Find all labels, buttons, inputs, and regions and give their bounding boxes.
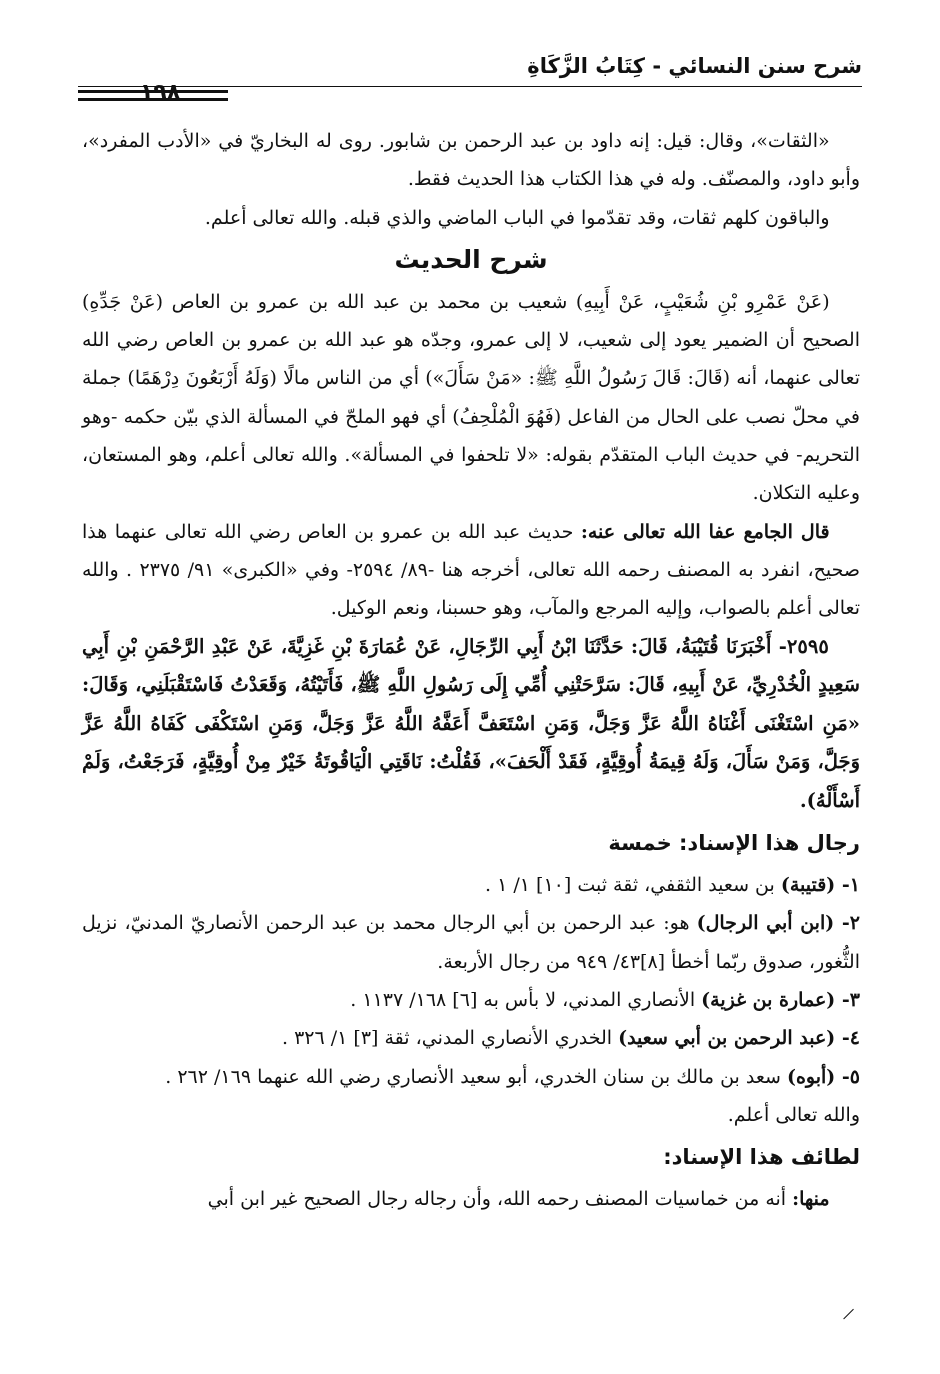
narrator-details: هو: عبد الرحمن بن أبي الرجال محمد بن عبد الرحمن الأنصاريّ المدنيّ، نزيل الثُّغور، صدوق ربّما أخطأ [٨]٤٣/ ٩٤٩ من رجال الأربعة. [82, 912, 860, 973]
rijal-heading: رجال هذا الإسناد: خمسة [608, 831, 860, 856]
paragraph: والباقون كلهم ثقات، وقد تقدّموا في الباب الماضي والذي قبله. والله تعالى أعلم. [204, 206, 830, 229]
section-title: شرح الحديث [394, 244, 548, 274]
running-title: شرح سنن النسائي - كِتَابُ الزَّكَاةِ [527, 54, 862, 78]
hadith-text: ٢٥٩٥- أَخْبَرَنَا قُتَيْبَةُ، قَالَ: حَدَّثَنَا ابْنُ أَبِي الرِّجَالِ، عَنْ عُمَارَةَ بْنِ غَزِيَّةَ، عَنْ عَبْدِ الرَّحْمَنِ بْنِ أَبِي سَعِيدٍ الْخُدْرِيِّ، عَنْ أَبِيهِ، قَالَ: سَرَّحَتْنِي أُمِّي إِلَى رَسُولِ اللَّهِ ﷺ، فَأَتَيْتُهُ، وَقَعَدْتُ فَاسْتَقْبَلَنِي، وَقَالَ: «مَنِ اسْتَغْنَى أَغْنَاهُ اللَّهُ عَزَّ وَجَلَّ، وَمَنِ اسْتَعَفَّ أَعَفَّهُ اللَّهُ عَزَّ وَجَلَّ، وَمَنِ اسْتَكْفَى كَفَاهُ اللَّهُ عَزَّ وَجَلَّ، وَمَنْ سَأَلَ، وَلَهُ قِيمَةُ أُوقِيَّةٍ، فَقَدْ أَلْحَفَ»، فَقُلْتُ: نَاقَتِي الْيَاقُوتَةُ خَيْرٌ مِنْ أُوقِيَّةٍ، فَرَجَعْتُ، وَلَمْ أَسْأَلْهُ). [82, 634, 860, 812]
closing-line: والله تعالى أعلم. [727, 1103, 860, 1126]
narrator-item [82, 904, 860, 981]
lataif-paragraph [82, 1180, 860, 1218]
page-number: ١٩٨ [140, 80, 181, 105]
paragraph-text: حديث عبد الله بن عمرو بن العاص رضي الله تعالى عنهما هذا صحيح، انفرد به المصنف رحمه الله تعالى، أخرجه هنا -٨٩/ ٢٥٩٤- وفي «الكبرى» ٩١/ ٢٣٧٥ . والله تعالى أعلم بالصواب، وإليه المرجع والمآب، وهو حسبنا، ونعم الوكيل. [82, 520, 861, 620]
paragraph-text: أنه من خماسيات المصنف رحمه الله، وأن رجاله رجال الصحيح غير ابن أبي [207, 1188, 793, 1211]
narrator-item [82, 1058, 860, 1096]
narrator-name: ٢- (ابن أبي الرجال) [696, 912, 860, 935]
sharh-paragraph [82, 513, 860, 628]
header-rule [78, 86, 862, 87]
narrator-name: ١- (قتيبة) [780, 874, 860, 897]
lataif-heading: لطائف هذا الإسناد: [663, 1145, 860, 1170]
narrator-item [82, 981, 860, 1019]
narrator-details: الأنصاري المدني، لا بأس به [٦] ١٦٨/ ١١٣٧ . [350, 988, 702, 1011]
narrator-name: ٤- (عبد الرحمن بن أبي سعيد) [618, 1027, 860, 1050]
paragraph-lead: قال الجامع عفا الله تعالى عنه: [580, 520, 830, 543]
narrator-details: الخدري الأنصاري المدني، ثقة [٣] ١/ ٣٢٦ . [281, 1027, 619, 1050]
paragraph: «الثقات»، وقال: قيل: إنه داود بن عبد الرحمن بن شابور. روى له البخاريّ في «الأدب المفرد»، وأبو داود، والمصنّف. وله في هذا الكتاب هذا الحديث فقط. [82, 130, 860, 191]
narrator-name: ٥- (أبوه) [786, 1065, 860, 1088]
narrator-details: بن سعيد الثقفي، ثقة ثبت [١٠] ١/ ١ . [485, 874, 781, 897]
page-body [82, 122, 860, 1334]
narrator-item [82, 1019, 860, 1057]
page-header [78, 48, 862, 104]
narrator-item [82, 866, 860, 904]
paragraph-lead: منها: [792, 1188, 830, 1211]
narrator-details: سعد بن مالك بن سنان الخدري، أبو سعيد الأنصاري رضي الله عنهما ١٦٩/ ٢٦٢ . [165, 1065, 787, 1088]
narrator-name: ٣- (عمارة بن غزية) [701, 988, 860, 1011]
sharh-paragraph: (عَنْ عَمْرِو بْنِ شُعَيْبٍ، عَنْ أَبِيهِ) شعيب بن محمد بن عبد الله بن عمرو بن العاص (عَنْ جَدِّهِ) الصحيح أن الضمير يعود إلى شعيب، لا إلى عمرو، وجدّه هو عبد الله بن عمرو بن العاص رضي الله تعالى عنهما، أنه (قَالَ: قَالَ رَسُولُ اللَّهِ ﷺ: «مَنْ سَأَلَ») أي من الناس مالًا (وَلَهُ أَرْبَعُونَ دِرْهَمًا) جملة في محلّ نصب على الحال من الفاعل (فَهُوَ الْمُلْحِفُ) أي فهو الملحّ في المسألة الذي بيّن حكمه -وهو التحريم- في حديث الباب المتقدّم بقوله: «لا تلحفوا في المسألة». والله تعالى أعلم، وهو المستعان، وعليه التكلان. [82, 290, 860, 505]
